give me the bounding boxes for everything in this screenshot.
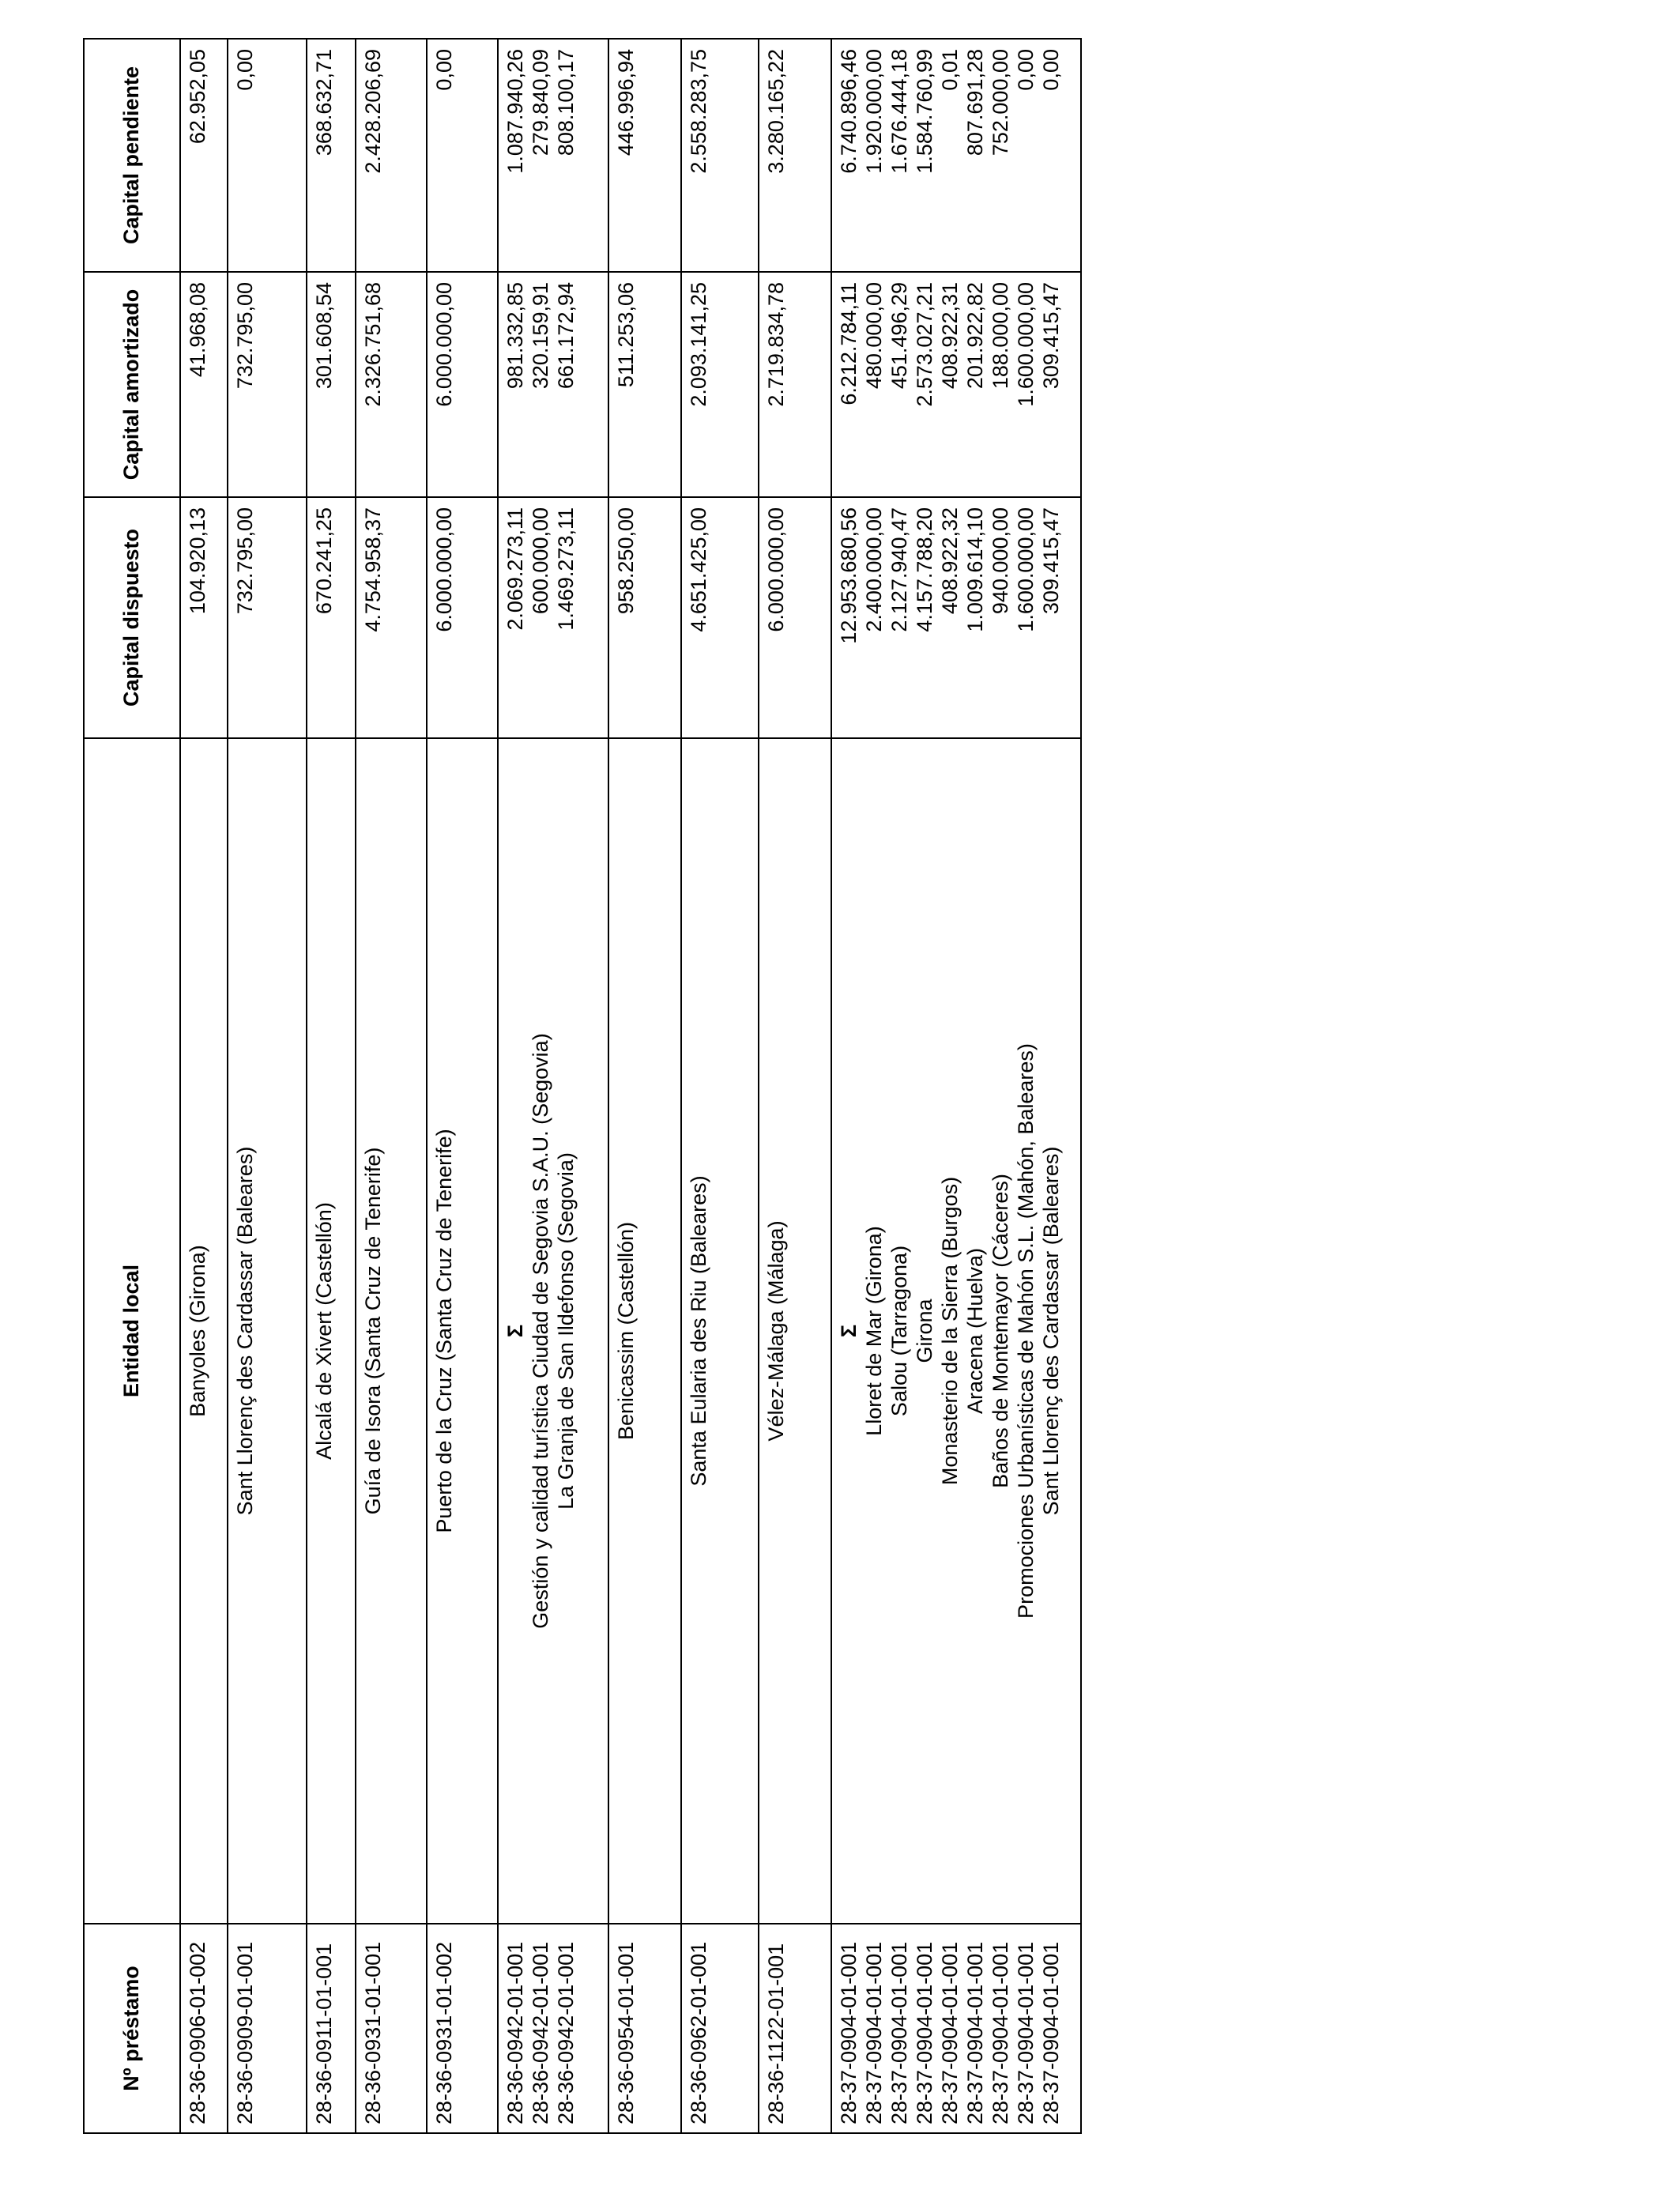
capital-pending-value: 0,00	[432, 49, 456, 91]
entity-value: Monasterio de la Sierra (Burgos)	[938, 1176, 962, 1486]
entity-value: La Granja de San Ildefonso (Segovia)	[554, 1152, 578, 1510]
capital-disposed-value: 2.069.273,11	[503, 507, 527, 631]
capital-pending-cell	[307, 39, 356, 272]
capital-disposed-cell	[498, 497, 608, 738]
entity-value: Santa Eularia des Riu (Baleares)	[687, 1175, 710, 1487]
capital-disposed-value: 732.795,00	[233, 507, 257, 615]
table-row	[427, 39, 498, 2133]
loan-number-value: 28-37-0904-01-001	[938, 1941, 962, 2124]
capital-pending-value: 2.428.206,69	[361, 49, 385, 174]
capital-disposed-value: 408.922,32	[938, 507, 962, 615]
capital-pending-value: 1.676.444,18	[887, 49, 911, 174]
entity-value: Σ	[837, 1324, 861, 1338]
capital-amortized-value: 188.000,00	[989, 282, 1012, 390]
loan-number-cell	[759, 1924, 831, 2133]
entity-cell	[608, 738, 681, 1924]
capital-amortized-value: 320.159,91	[529, 282, 552, 390]
capital-disposed-value: 940.000,00	[989, 507, 1012, 615]
entity-value: Vélez-Málaga (Málaga)	[764, 1220, 788, 1442]
capital-pending-value: 0,00	[233, 49, 257, 91]
capital-amortized-value: 511.253,06	[614, 282, 638, 388]
entity-value: Gestión y calidad turística Ciudad de Segovia S.A.U. (Segovia)	[529, 1033, 552, 1629]
capital-amortized-value: 2.326.751,68	[361, 282, 385, 407]
loan-number-value: 28-36-0942-01-001	[503, 1941, 527, 2124]
capital-amortized-cell	[831, 272, 1081, 497]
loan-number-value: 28-36-0909-01-001	[233, 1941, 257, 2124]
capital-amortized-cell	[608, 272, 681, 497]
capital-amortized-value: 2.719.834,78	[764, 282, 788, 407]
loan-number-value: 28-36-0942-01-001	[529, 1941, 552, 2124]
entity-value: Lloret de Mar (Girona)	[862, 1226, 886, 1436]
capital-disposed-cell	[608, 497, 681, 738]
loan-number-cell	[608, 1924, 681, 2133]
capital-disposed-value: 1.469.273,11	[554, 507, 578, 631]
capital-pending-cell	[427, 39, 498, 272]
entity-value: Sant Llorenç des Cardassar (Baleares)	[1039, 1146, 1063, 1516]
loan-number-value: 28-36-0911-01-001	[312, 1943, 336, 2124]
table-row	[180, 39, 228, 2133]
capital-pending-value: 808.100,17	[554, 49, 578, 156]
entity-value: Sant Llorenç des Cardassar (Baleares)	[233, 1146, 257, 1516]
capital-disposed-value: 958.250,00	[614, 507, 638, 615]
loan-number-value: 28-37-0904-01-001	[989, 1941, 1012, 2124]
capital-pending-value: 1.584.760,99	[913, 49, 936, 174]
capital-disposed-value: 670.241,25	[312, 507, 336, 615]
capital-disposed-value: 4.157.788,20	[913, 507, 936, 632]
capital-amortized-value: 1.600.000,00	[1014, 282, 1038, 407]
capital-amortized-value: 201.922,82	[963, 282, 987, 390]
capital-amortized-value: 6.000.000,00	[432, 282, 456, 407]
capital-amortized-value: 2.093.141,25	[687, 282, 710, 407]
entity-value: Alcalá de Xivert (Castellón)	[312, 1202, 336, 1460]
capital-amortized-value: 301.608,54	[312, 282, 336, 390]
capital-pending-cell	[759, 39, 831, 272]
loan-number-value: 28-36-1122-01-001	[764, 1943, 788, 2124]
loan-number-value: 28-36-0954-01-001	[614, 1941, 638, 2124]
entity-cell	[681, 738, 759, 1924]
capital-disposed-value: 4.651.425,00	[687, 507, 710, 632]
entity-cell	[180, 738, 228, 1924]
entity-value: Promociones Urbanísticas de Mahón S.L. (Mahón, Baleares)	[1014, 1043, 1038, 1619]
capital-disposed-value: 600.000,00	[529, 507, 552, 615]
loan-number-value: 28-37-0904-01-001	[913, 1941, 936, 2124]
capital-pending-value: 62.952,05	[186, 49, 209, 145]
header-entity: Entidad local	[84, 738, 180, 1924]
entity-cell	[498, 738, 608, 1924]
loan-number-cell	[681, 1924, 759, 2133]
capital-pending-value: 446.996,94	[614, 49, 638, 156]
header-row	[84, 39, 180, 2133]
entity-cell	[307, 738, 356, 1924]
loan-number-value: 28-36-0931-01-001	[361, 1941, 385, 2124]
capital-amortized-cell	[681, 272, 759, 497]
loan-number-value: 28-37-0904-01-001	[963, 1941, 987, 2124]
table-row	[831, 39, 1081, 2133]
loan-number-cell	[228, 1924, 307, 2133]
capital-amortized-value: 408.922,31	[938, 282, 962, 390]
capital-disposed-value: 104.920,13	[186, 507, 209, 615]
loan-number-value: 28-37-0904-01-001	[1014, 1941, 1038, 2124]
capital-pending-value: 0,01	[938, 49, 962, 91]
capital-pending-value: 0,00	[1039, 49, 1063, 91]
entity-value: Salou (Tarragona)	[887, 1245, 911, 1417]
capital-disposed-cell	[681, 497, 759, 738]
capital-pending-cell	[608, 39, 681, 272]
entity-value: Puerto de la Cruz (Santa Cruz de Tenerife)	[432, 1129, 456, 1533]
loan-number-cell	[307, 1924, 356, 2133]
capital-pending-cell	[228, 39, 307, 272]
capital-disposed-cell	[831, 497, 1081, 738]
loan-number-cell	[180, 1924, 228, 2133]
capital-pending-value: 6.740.896,46	[837, 49, 861, 174]
entity-cell	[356, 738, 427, 1924]
entity-value: Girona	[913, 1299, 936, 1363]
capital-disposed-value: 6.000.000,00	[432, 507, 456, 632]
capital-amortized-cell	[228, 272, 307, 497]
capital-pending-value: 3.280.165,22	[764, 49, 788, 174]
loan-number-cell	[356, 1924, 427, 2133]
capital-disposed-cell	[356, 497, 427, 738]
entity-value: Benicassim (Castellón)	[614, 1221, 638, 1441]
entity-cell	[228, 738, 307, 1924]
loan-number-cell	[498, 1924, 608, 2133]
capital-disposed-value: 309.415,47	[1039, 507, 1063, 615]
capital-amortized-value: 309.415,47	[1039, 282, 1063, 390]
loan-number-value: 28-37-0904-01-001	[837, 1941, 861, 2124]
capital-disposed-value: 12.953.680,56	[837, 507, 861, 644]
capital-amortized-cell	[498, 272, 608, 497]
capital-disposed-value: 1.600.000,00	[1014, 507, 1038, 632]
entity-value: Baños de Montemayor (Cáceres)	[989, 1174, 1012, 1488]
header-capital-amortized: Capital amortizado	[84, 272, 180, 497]
entity-value: Aracena (Huelva)	[963, 1247, 987, 1415]
capital-amortized-value: 732.795,00	[233, 282, 257, 390]
loans-table	[83, 38, 1082, 2134]
capital-pending-cell	[681, 39, 759, 272]
loan-number-cell	[427, 1924, 498, 2133]
entity-value: Banyoles (Girona)	[186, 1245, 209, 1417]
capital-disposed-value: 6.000.000,00	[764, 507, 788, 632]
capital-pending-value: 752.000,00	[989, 49, 1012, 156]
table-row	[608, 39, 681, 2133]
loan-number-value: 28-36-0931-01-002	[432, 1941, 456, 2124]
capital-amortized-cell	[307, 272, 356, 497]
table-row	[307, 39, 356, 2133]
header-loan-number: Nº préstamo	[84, 1924, 180, 2133]
capital-amortized-cell	[356, 272, 427, 497]
capital-amortized-value: 981.332,85	[503, 282, 527, 390]
loan-number-value: 28-37-0904-01-001	[1039, 1941, 1063, 2124]
table-row	[498, 39, 608, 2133]
table-row	[681, 39, 759, 2133]
capital-pending-cell	[831, 39, 1081, 272]
capital-pending-value: 368.632,71	[312, 49, 336, 156]
table-row	[228, 39, 307, 2133]
capital-pending-value: 1.920.000,00	[862, 49, 886, 174]
capital-disposed-cell	[759, 497, 831, 738]
capital-amortized-cell	[180, 272, 228, 497]
capital-amortized-cell	[759, 272, 831, 497]
capital-pending-value: 0,00	[1014, 49, 1038, 91]
loan-number-value: 28-36-0942-01-001	[554, 1941, 578, 2124]
table-body	[180, 39, 1081, 2133]
entity-value: Guía de Isora (Santa Cruz de Tenerife)	[361, 1147, 385, 1515]
header-capital-pending: Capital pendiente	[84, 39, 180, 272]
loan-number-value: 28-36-0962-01-001	[687, 1941, 710, 2124]
loan-number-value: 28-36-0906-01-002	[186, 1941, 209, 2124]
capital-disposed-value: 2.400.000,00	[862, 507, 886, 632]
capital-amortized-value: 451.496,29	[887, 282, 911, 390]
entity-cell	[831, 738, 1081, 1924]
capital-amortized-value: 2.573.027,21	[913, 282, 936, 407]
capital-pending-value: 807.691,28	[963, 49, 987, 156]
capital-amortized-value: 41.968,08	[186, 282, 209, 378]
entity-cell	[427, 738, 498, 1924]
capital-pending-cell	[498, 39, 608, 272]
capital-pending-cell	[356, 39, 427, 272]
loan-number-value: 28-37-0904-01-001	[887, 1941, 911, 2124]
table-row	[356, 39, 427, 2133]
capital-pending-cell	[180, 39, 228, 272]
capital-pending-value: 2.558.283,75	[687, 49, 710, 174]
capital-disposed-value: 2.127.940,47	[887, 507, 911, 632]
capital-pending-value: 1.087.940,26	[503, 49, 527, 174]
capital-amortized-value: 480.000,00	[862, 282, 886, 390]
entity-cell	[759, 738, 831, 1924]
capital-amortized-value: 6.212.784,11	[837, 282, 861, 405]
capital-disposed-cell	[228, 497, 307, 738]
rotated-table-container	[83, 40, 1387, 2134]
header-capital-disposed: Capital dispuesto	[84, 497, 180, 738]
capital-disposed-value: 4.754.958,37	[361, 507, 385, 632]
capital-disposed-cell	[180, 497, 228, 738]
capital-amortized-value: 661.172,94	[554, 282, 578, 390]
capital-disposed-cell	[307, 497, 356, 738]
capital-disposed-cell	[427, 497, 498, 738]
capital-pending-value: 279.840,09	[529, 49, 552, 156]
loan-number-value: 28-37-0904-01-001	[862, 1941, 886, 2124]
capital-disposed-value: 1.009.614,10	[963, 507, 987, 632]
loan-number-cell	[831, 1924, 1081, 2133]
table-row	[759, 39, 831, 2133]
capital-amortized-cell	[427, 272, 498, 497]
entity-value: Σ	[503, 1324, 527, 1338]
